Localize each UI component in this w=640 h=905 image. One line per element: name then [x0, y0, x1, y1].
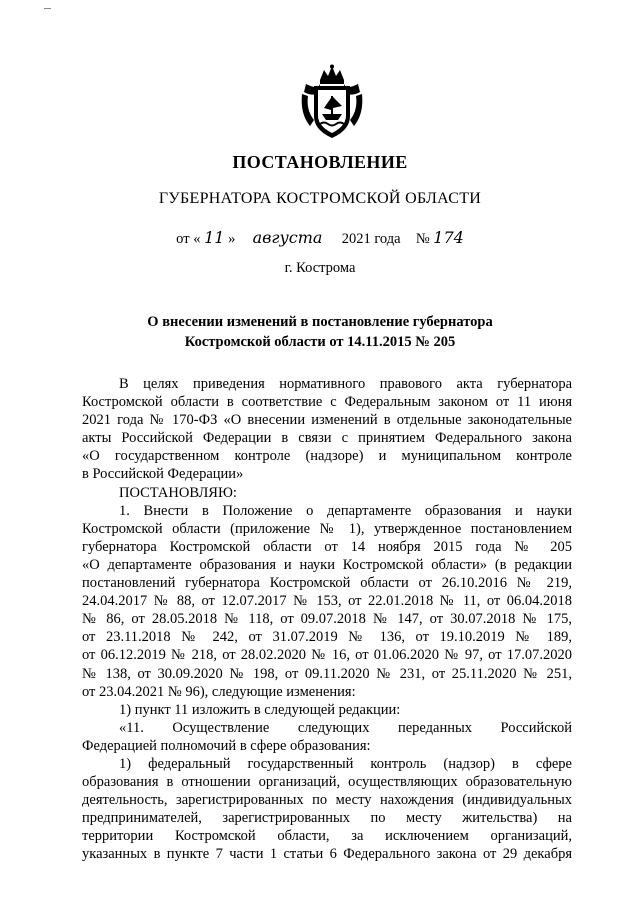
- body-line: 1. Внести в Положение о департаменте образования и науки: [119, 502, 572, 519]
- body-line: № 138, от 30.09.2020 № 198, от 09.11.2020 № 231, от 25.11.2020 № 251,: [82, 665, 572, 682]
- body-line: 1) федеральный государственный контроль (надзор) в сфере: [119, 755, 572, 772]
- document-title: ПОСТАНОВЛЕНИЕ: [232, 152, 408, 172]
- date-mid: »: [228, 231, 236, 247]
- body-line: губернатора Костромской области от 14 ноября 2015 года № 205: [82, 538, 572, 555]
- body-line: от 23.11.2018 № 242, от 31.07.2019 № 136, от 19.10.2019 № 189,: [82, 629, 572, 646]
- body-line: постановлений губернатора Костромской области от 26.10.2016 № 219,: [82, 575, 572, 592]
- body-line: Федерацией полномочий в сфере образования:: [82, 737, 371, 754]
- number-label: №: [415, 231, 430, 247]
- document-subtitle: ГУБЕРНАТОРА КОСТРОМСКОЙ ОБЛАСТИ: [158, 190, 482, 207]
- body-line: Костромской области (приложение № 1), утвержденное постановлением: [82, 520, 572, 537]
- document-number: 174: [433, 228, 464, 247]
- body-line: в Российской Федерации»: [82, 466, 244, 483]
- coat-of-arms-icon: [298, 64, 366, 142]
- body-line: № 86, от 28.05.2018 № 118, от 09.07.2018 № 147, от 30.07.2018 № 175,: [82, 611, 572, 628]
- body-line: Костромской области в соответствие с Федеральным законом от 11 июня: [82, 394, 572, 411]
- body-line: от 23.04.2021 № 96), следующие изменения:: [82, 683, 356, 700]
- date-line: [0, 228, 640, 248]
- document-body: [82, 375, 572, 864]
- body-line: 2021 года № 170-ФЗ «О внесении изменений в отдельные законодательные: [82, 412, 572, 429]
- date-day: 11: [204, 228, 225, 247]
- city: г. Кострома: [284, 260, 356, 276]
- body-line: деятельность, зарегистрированных по месту нахождения (индивидуальных: [82, 792, 572, 809]
- body-line: «О государственном контроле (надзоре) и муниципальном контроле: [82, 448, 572, 465]
- body-line: «11. Осуществление следующих переданных Российской: [119, 719, 572, 736]
- heading-line: О внесении изменений в постановление губернатора: [147, 314, 493, 330]
- date-year: 2021 года: [341, 231, 401, 247]
- body-line: образования в отношении организаций, осуществляющих образовательную: [82, 774, 572, 791]
- body-line: «О департаменте образования и науки Костромской области» (в редакции: [82, 556, 572, 573]
- body-line: 1) пункт 11 изложить в следующей редакции:: [119, 701, 401, 718]
- date-month: августа: [252, 228, 323, 247]
- document-heading: [0, 312, 640, 352]
- body-line: указанных в пункте 7 части 1 статьи 6 Федерального закона от 29 декабря: [82, 846, 572, 863]
- heading-line: Костромской области от 14.11.2015 № 205: [184, 334, 456, 350]
- body-line: предпринимателей, зарегистрированных по месту жительства) на: [82, 810, 572, 827]
- scan-mark: [44, 8, 51, 9]
- body-line: В целях приведения нормативного правового акта губернатора: [119, 376, 572, 392]
- body-line: от 06.12.2019 № 218, от 28.02.2020 № 16, от 01.06.2020 № 97, от 17.07.2020: [82, 647, 572, 664]
- body-line: территории Костромской области, за исключением организаций,: [82, 828, 572, 845]
- body-line: акты Российской Федерации в связи с принятием Федерального закона: [82, 430, 572, 447]
- body-line: 24.04.2017 № 88, от 12.07.2017 № 153, от 22.01.2018 № 11, от 06.04.2018: [82, 593, 572, 610]
- body-line: ПОСТАНОВЛЯЮ:: [119, 484, 237, 501]
- date-prefix: от «: [176, 231, 201, 247]
